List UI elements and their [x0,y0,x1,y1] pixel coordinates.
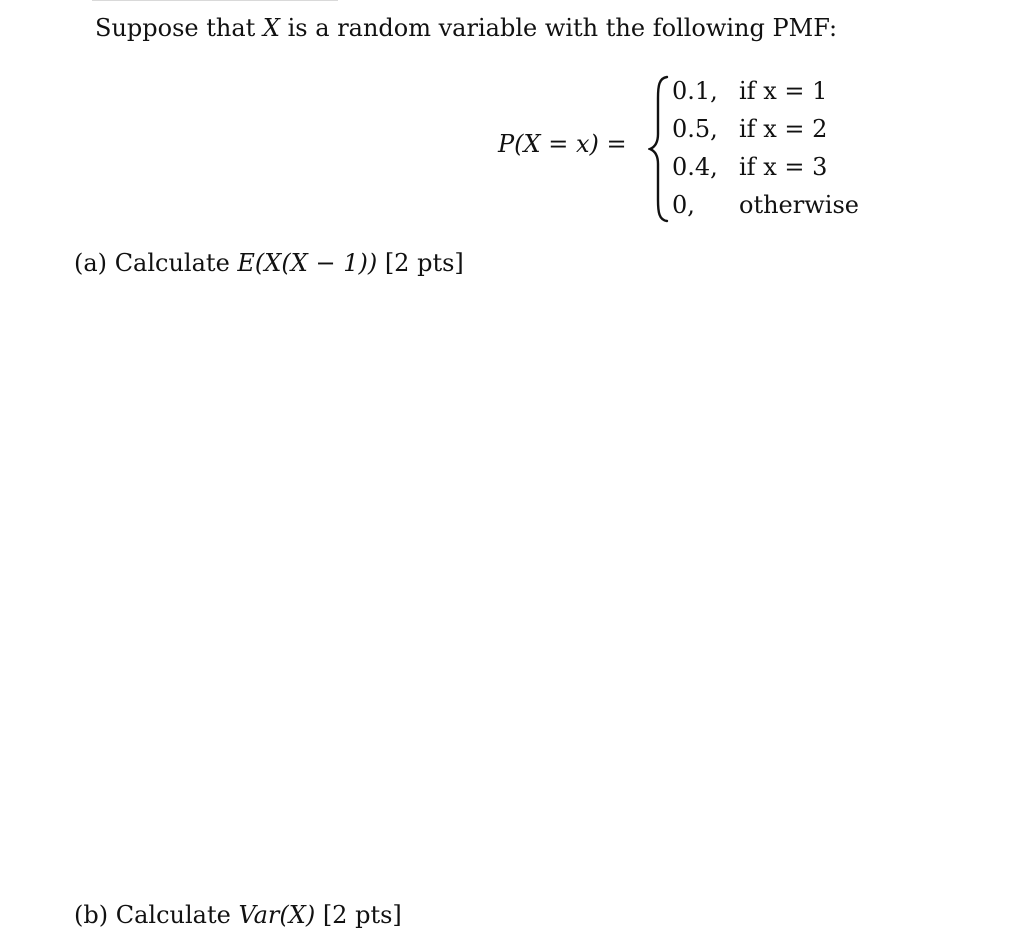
part-label: (b) [74,901,109,929]
part-math: Var(X) [238,901,316,929]
case-value: 0, [672,191,695,219]
case-value: 0.4, [672,153,718,181]
intro-variable: X [262,14,280,42]
case-condition: otherwise [739,191,859,219]
case-condition: if x = 2 [739,115,828,143]
pmf-formula [498,74,878,224]
part-text: Calculate [114,249,238,277]
case-value: 0.5, [672,115,718,143]
problem-intro [95,10,837,46]
intro-text-before: Suppose that [95,14,263,42]
left-brace-icon [648,74,670,224]
part-text: Calculate [115,901,239,929]
top-divider [92,0,338,1]
intro-text-after: is a random variable with the following PMF: [280,14,838,42]
pmf-lhs: P(X = x) = [498,130,627,158]
part-points: [2 pts] [315,901,402,929]
part-label: (a) [74,249,108,277]
part-points: [2 pts] [377,249,464,277]
question-part-a [74,245,464,281]
question-part-b [74,897,402,933]
case-condition: if x = 3 [739,153,828,181]
part-math: E(X(X − 1)) [237,249,378,277]
case-value: 0.1, [672,77,718,105]
case-condition: if x = 1 [739,77,828,105]
